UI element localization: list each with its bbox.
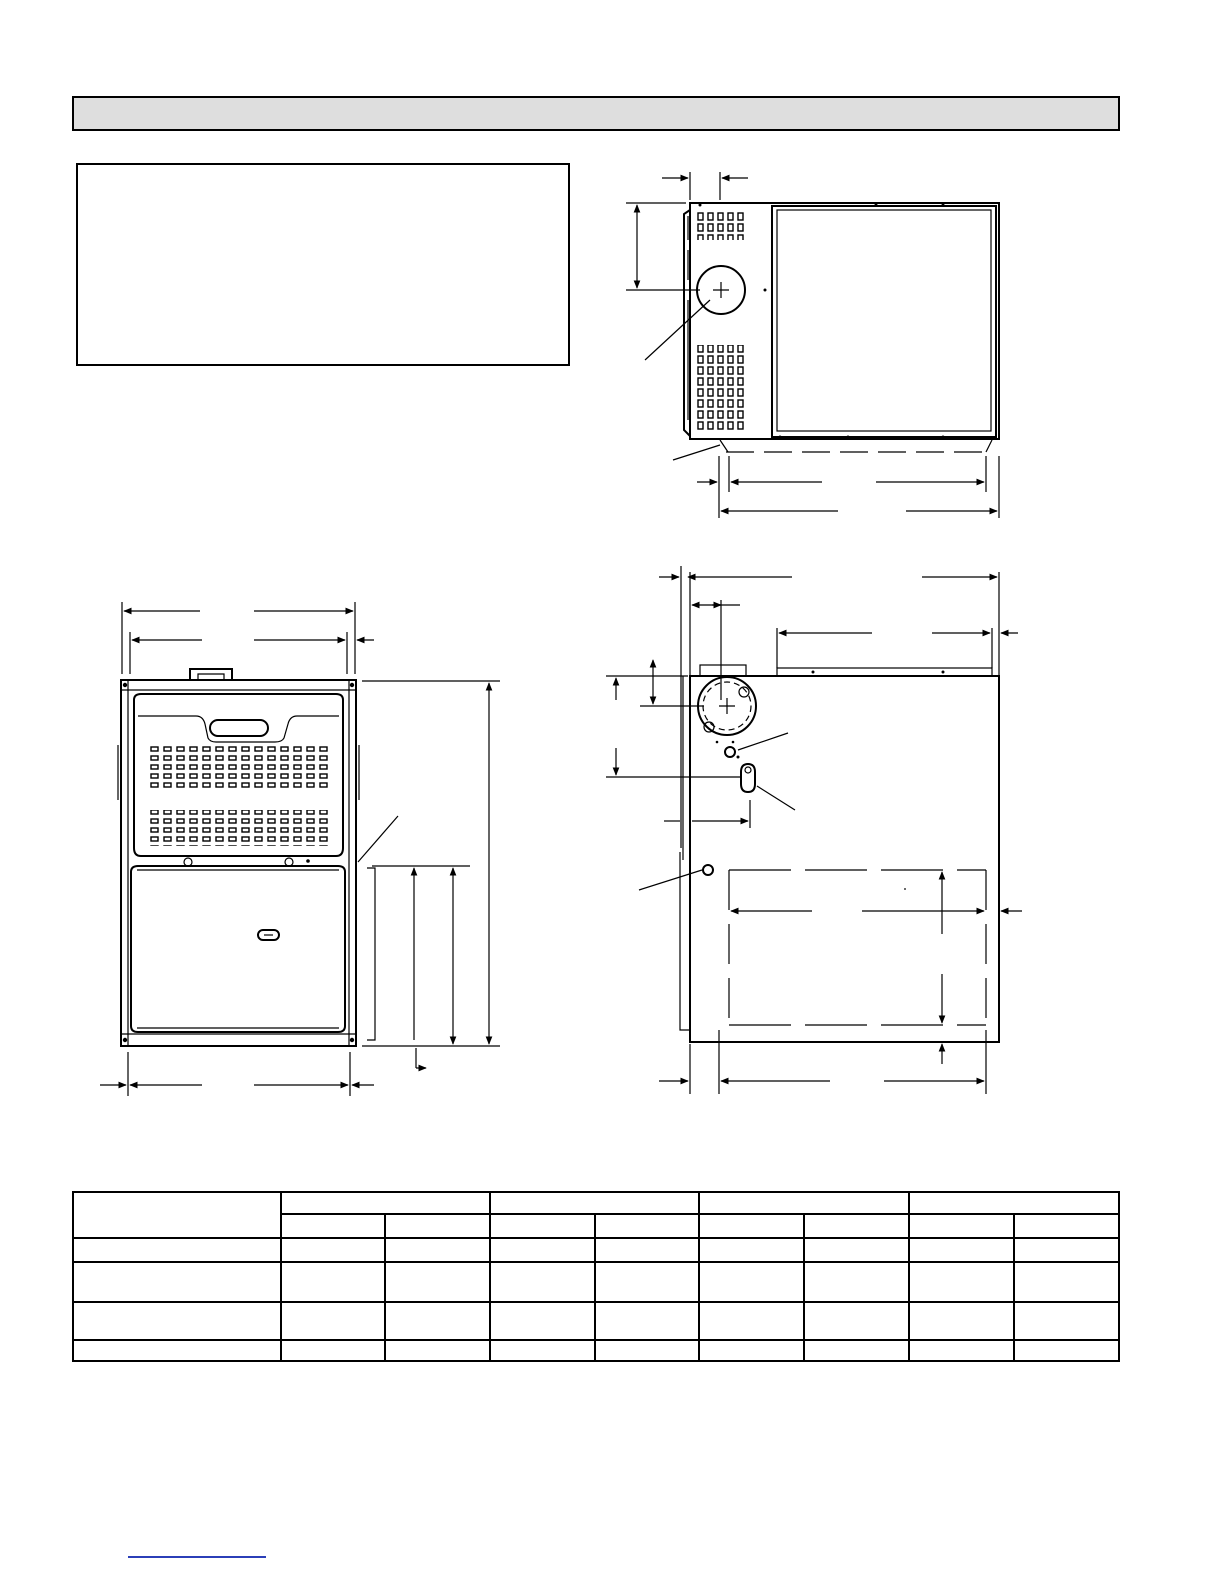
table-cell bbox=[281, 1262, 385, 1302]
table-sub-header bbox=[385, 1214, 490, 1238]
table-cell bbox=[490, 1238, 595, 1262]
table-row bbox=[73, 1238, 1119, 1262]
table-cell bbox=[385, 1340, 490, 1361]
table-cell bbox=[490, 1262, 595, 1302]
table-row bbox=[73, 1262, 1119, 1302]
table-group-header bbox=[281, 1192, 490, 1214]
table-row bbox=[73, 1302, 1119, 1340]
footer-link[interactable] bbox=[128, 1556, 266, 1558]
table-cell bbox=[595, 1262, 699, 1302]
table-cell bbox=[595, 1302, 699, 1340]
table-cell bbox=[909, 1238, 1014, 1262]
table-cell bbox=[804, 1238, 909, 1262]
table-cell bbox=[1014, 1302, 1119, 1340]
table-cell bbox=[490, 1302, 595, 1340]
table-group-header bbox=[909, 1192, 1119, 1214]
table-cell bbox=[804, 1340, 909, 1361]
side-view bbox=[606, 566, 1022, 1094]
table-cell bbox=[909, 1262, 1014, 1302]
table-group-header bbox=[699, 1192, 909, 1214]
table-sub-header bbox=[1014, 1214, 1119, 1238]
table-sub-header bbox=[595, 1214, 699, 1238]
table-cell bbox=[699, 1262, 804, 1302]
table-cell bbox=[1014, 1238, 1119, 1262]
table-sub-header bbox=[699, 1214, 804, 1238]
table-cell bbox=[385, 1262, 490, 1302]
table-cell bbox=[595, 1340, 699, 1361]
table-sub-header bbox=[909, 1214, 1014, 1238]
row-label bbox=[73, 1340, 281, 1361]
table-cell bbox=[281, 1302, 385, 1340]
table-cell bbox=[804, 1262, 909, 1302]
table-cell bbox=[385, 1238, 490, 1262]
row-label bbox=[73, 1238, 281, 1262]
table-cell bbox=[490, 1340, 595, 1361]
table-row bbox=[73, 1340, 1119, 1361]
table-cell bbox=[1014, 1262, 1119, 1302]
dimensions-table bbox=[72, 1191, 1120, 1362]
table-sub-header bbox=[281, 1214, 385, 1238]
row-label bbox=[73, 1302, 281, 1340]
table-sub-header bbox=[490, 1214, 595, 1238]
top-view bbox=[626, 172, 999, 518]
table-sub-header bbox=[804, 1214, 909, 1238]
table-cell bbox=[595, 1238, 699, 1262]
table-cell bbox=[909, 1302, 1014, 1340]
front-view bbox=[100, 602, 500, 1096]
table-cell bbox=[281, 1238, 385, 1262]
table-cell bbox=[699, 1340, 804, 1361]
table-cell bbox=[909, 1340, 1014, 1361]
table-corner-cell bbox=[73, 1192, 281, 1238]
table-cell bbox=[281, 1340, 385, 1361]
table-cell bbox=[699, 1302, 804, 1340]
table-group-header-row bbox=[73, 1192, 1119, 1214]
table-cell bbox=[1014, 1340, 1119, 1361]
table-cell bbox=[385, 1302, 490, 1340]
table-cell bbox=[699, 1238, 804, 1262]
table-cell bbox=[804, 1302, 909, 1340]
table-group-header bbox=[490, 1192, 699, 1214]
row-label bbox=[73, 1262, 281, 1302]
